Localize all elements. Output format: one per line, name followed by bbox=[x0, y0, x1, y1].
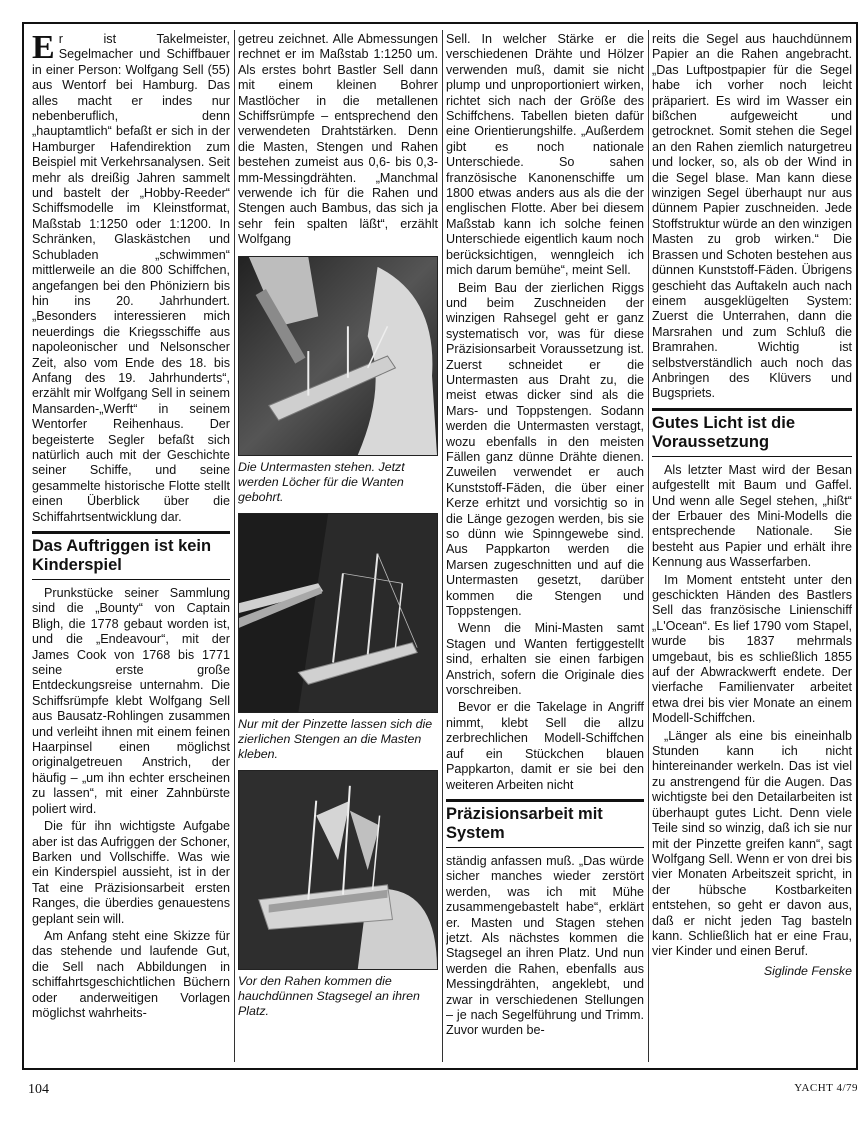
magazine-issue: YACHT 4/79 bbox=[794, 1082, 858, 1094]
body-paragraph: reits die Segel aus hauchdünnem Papier an die Rahen angebracht. „Das Luftpostpapier für die Segel habe ich vorher noch leicht präpariert. Es wird im Wasser ein bißchen aufgeweicht und getrocknet. Somit stehen die Segel an den Rahen ziemlich naturgetreu und locker, so, als ob der Wind in die Segel blase. Man kann diese winzigen Segel überhaupt nur aus dünnem Papier zuschneiden. Jede Stoffstruktur würde an den winzigen Masten zu grob wirken.“ Die Brassen und Schoten bestehen aus dünnen Kunststoff-Fäden. Übrigens geschieht das Auftakeln auch nach einem ausgeklügelten System: Zuerst die Unterrahen, dann die Marsrahen und zum Schluß die Bramrahen. Wichtig ist selbstverständlich auch noch das Anbringen des Klüvers und Bugspriets. bbox=[652, 32, 852, 401]
column-1 bbox=[32, 32, 230, 1062]
body-paragraph: Im Moment entsteht unter den geschickten Händen des Bastlers Sell das französische Linienschiff „L'Ocean“. Es lief 1790 vom Stapel, wurde bis 1837 mehrmals umgebaut, bis es schließlich 1855 auf der Abwrackwerft endete. Der vierfache Familienvater arbeitet etwa drei bis vier Monate an einem Modell-Schiffchen. bbox=[652, 572, 852, 726]
section-heading-licht: Gutes Licht ist die Voraussetzung bbox=[652, 413, 796, 451]
body-paragraph: Am Anfang steht eine Skizze für das stehende und laufende Gut, die Sell nach Abbildungen in schiffahrtsgeschichtlichen Büchern oder anderweitigen Vorlagen möglichst wahrheits- bbox=[32, 928, 230, 1020]
body-paragraph: Prunkstücke seiner Sammlung sind die „Bounty“ von Captain Bligh, die 1778 gebaut worden ist, und die „Endeavour“, mit der James Cook von 1768 bis 1771 seine erste große Entdeckungsreise unternahm. Die Schiffsrümpfe klebt Wolfgang Sell aus Bausatz-Rohlingen zusammen und verleiht ihnen mit einem feinen Haarpinsel einen möglichst originalgetreuen Anstrich, der häufig – „um ihn echter erscheinen zu lassen“, mit einer Zahnbürste poliert wird. bbox=[32, 586, 230, 816]
body-paragraph: getreu zeichnet. Alle Abmessungen rechnet er im Maßstab 1:1250 um. Als erstes bohrt Bastler Sell dann mit einem kleinen Bohrer Mastlöcher in die metallenen Schiffsrümpfe – entsprechend den verwendeten Drahtstärken. Denn die Masten, Stengen und Rahen bestehen zumeist aus 0,6- bis 0,3-mm-Messingdrähten. „Manchmal verwende ich für die Rahen und Stengen auch Bambus, das sich ja sehr fein spalten läßt“, erzählt Wolfgang bbox=[238, 32, 438, 247]
section-heading-riggen: Das Auftriggen ist kein Kinderspiel bbox=[32, 537, 212, 574]
intro-paragraph: Er ist Takelmeister, Segelmacher und Schiffbauer in einer Person: Wolfgang Sell (55) aus Wentorf bei Hamburg. Das alles macht er indes nur nebenberuflich, denn „hauptamtlich“ befaßt er sich in der Hamburger Hafendirektion zum Beispiel mit Verkehrsanalysen. Seit mehr als dreißig Jahren sammelt und bastelt der „Hobby-Reeder“ Schiffsmodelle im Kleinstformat, Maßstab 1:1250 oder 1:1200. In Schränken, Glaskästchen und Schubladen „schwimmen“ mittlerweile an die 800 Schiffchen, angefangen bei den Phöniziern bis hin ins 20. Jahrhundert. „Besonders interessieren mich neuerdings die Kriegsschiffe aus napoleonischer und Nelsonscher Zeit, also vom Ende des 18. bis Anfang des 19. Jahrhunderts“, erzählt mir Wolfgang Sell in seinem Mansarden-„Werft“ in seinem Wentorfer Reihenhaus. Der begeisterte Segler befaßt sich natürlich auch mit der Geschichte seiner Schiffe, und seine gesammelte historische Flotte stellt einen Überblick über die Schiffahrtsentwicklung dar. bbox=[32, 32, 230, 524]
column-2 bbox=[238, 32, 438, 1062]
body-paragraph: Die für ihn wichtigste Aufgabe aber ist das Aufriggen der Schoner, Barken und Vollschiffe. Was wie ein Kinderspiel aussieht, ist in der Tat eine Präzisionsarbeit ersten Ranges, die überdies genauestens geplant sein will. bbox=[32, 819, 230, 926]
photo-caption-2: Nur mit der Pinzette lassen sich die zierlichen Stengen an die Masten kleben. bbox=[238, 716, 433, 761]
body-paragraph: Wenn die Mini-Masten samt Stagen und Wanten fertiggestellt sind, erhalten sie einen farbigen Anstrich, sofern die Originale dies vorschreiben. bbox=[446, 621, 644, 698]
body-paragraph: Beim Bau der zierlichen Riggs und beim Zuschneiden der winzigen Rahsegel geht er ganz systematisch vor, was für diese Präzisionsarbeit Voraussetzung ist. Zuerst schneidet er die Untermasten aus Draht zu, die meist etwas dicker sind als die Mars- und Toppstengen. Sodann werden die Untermasten verstagt, wozu ebenfalls in den meisten Fällen ganz dünne Drähte dienen. Zuweilen verwendet er auch Kunststoff-Fäden, die über einer Kerze erhitzt und vorsichtig so in die Länge gezogen werden, bis sie so dünn wie Spinngewebe sind. Aus Pappkarton werden die Marsen zugeschnitten und auf die Untermasten gesetzt, darüber kommen die Stengen und Toppstengen. bbox=[446, 280, 644, 619]
column-3 bbox=[446, 32, 644, 1062]
body-paragraph: Als letzter Mast wird der Besan aufgestellt mit Baum und Gaffel. Und wenn alle Segel stehen, „hißt“ der Erbauer des Mini-Modells die entsprechende Nationale. Sie besteht aus Papier und erhält ihre Kennung aus Wasserfarben. bbox=[652, 462, 852, 570]
photo-staysails bbox=[238, 770, 438, 970]
section-heading-praezision: Präzisionsarbeit mit System bbox=[446, 804, 603, 842]
page-number: 104 bbox=[28, 1082, 49, 1097]
drop-cap: E bbox=[32, 32, 55, 66]
photo-caption-1: Die Untermasten stehen. Jetzt werden Löcher für die Wanten gebohrt. bbox=[238, 459, 405, 504]
photo-tweezers-topmast bbox=[238, 513, 438, 713]
column-divider bbox=[442, 30, 443, 1062]
article-frame bbox=[22, 22, 858, 1070]
section-heading-box bbox=[652, 408, 852, 457]
section-heading-box bbox=[446, 799, 644, 848]
column-divider bbox=[648, 30, 649, 1062]
body-paragraph: „Länger als eine bis eineinhalb Stunden kann ich nicht hintereinander werkeln. Das ist viel zu anstrengend für die Augen. Das wichtigste bei den Detailarbeiten ist überhaupt gutes Licht. Denn viele Teile sind so winzig, daß ich sie nur mit der Pinzette greifen kann“, sagt Wolfgang Sell. Wenn er von drei bis vier Monaten Arbeitszeit spricht, in der hübsche Kostbarkeiten entstehen, so geht er davon aus, daß er nicht jeden Tag basteln kann. Schließlich hat er eine Frau, vier Kinder und einen Beruf. bbox=[652, 728, 852, 959]
section-heading-box bbox=[32, 531, 230, 580]
body-paragraph: Bevor er die Takelage in Angriff nimmt, klebt Sell die allzu zerbrechlichen Modell-Schiffchen auf ein Stückchen blauen Pappkarton, damit er sie bei den weiteren Arbeiten nicht bbox=[446, 700, 644, 792]
author-signature: Siglinde Fenske bbox=[763, 963, 852, 978]
column-divider bbox=[234, 30, 235, 1062]
photo-drilling-mast-holes bbox=[238, 256, 438, 456]
column-4 bbox=[652, 32, 852, 1062]
body-paragraph: ständig anfassen muß. „Das würde sicher manches wieder zerstört werden, was ich mit Mühe zusammengebastelt habe“, erklärt er. Masten und Stagen stehen jetzt. Als nächstes kommen die Stagsegel an ihren Platz. Und nun werden die Rahen, ebenfalls aus Messingdrähten, angeklebt, und zwar in verschiedenen Stellungen – je nach Segelführung und Trimm. Zuvor wurden be- bbox=[446, 853, 644, 1038]
body-paragraph: Sell. In welcher Stärke er die verschiedenen Drähte und Hölzer verwenden muß, damit sie nicht plump und unproportioniert wirken, richtet sich nach der Größe des Schiffchens. Tabellen bieten dafür eine Orientierungshilfe. „Außerdem gibt es noch nationale Unterschiede. So sahen französische Kanonenschiffe um 1800 etwas anders aus als die der englischen Flotte. Aber bei diesem Maßstab kann ich solche feinen Unterschiede eigentlich kaum noch berücksichtigen, wenngleich ich mich darum bemühe“, meint Sell. bbox=[446, 32, 644, 278]
photo-caption-3: Vor den Rahen kommen die hauchdünnen Stagsegel an ihren Platz. bbox=[238, 973, 420, 1018]
